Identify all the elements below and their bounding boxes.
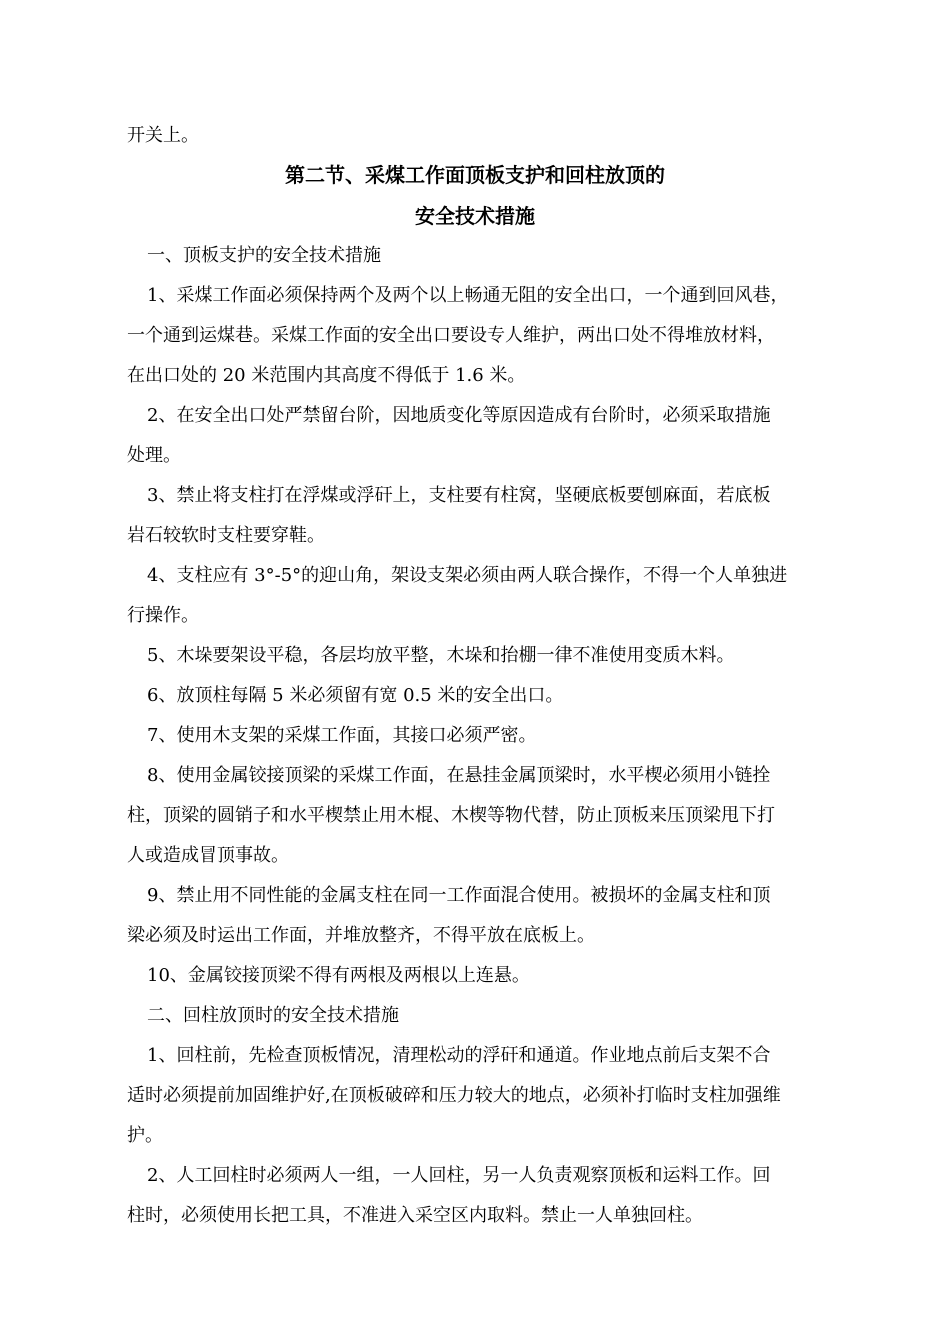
- withdrawal-item-2-line-1: 2、人工回柱时必须两人一组，一人回柱，另一人负责观察顶板和运料工作。回: [147, 1165, 771, 1186]
- section-title-line-1: 第二节、采煤工作面顶板支护和回柱放顶的: [285, 163, 665, 187]
- withdrawal-item-1-line-2: 适时必须提前加固维护好,在顶板破碎和压力较大的地点，必须补打临时支柱加强维: [127, 1085, 781, 1106]
- withdrawal-item-2-line-2: 柱时，必须使用长把工具，不准进入采空区内取料。禁止一人单独回柱。: [127, 1205, 703, 1226]
- item-8-line-3: 人或造成冒顶事故。: [127, 845, 289, 866]
- item-1-line-1: 1、采煤工作面必须保持两个及两个以上畅通无阻的安全出口，一个通到回风巷，: [147, 285, 789, 306]
- item-2-line-2: 处理。: [127, 445, 181, 466]
- item-1-line-3: 在出口处的 20 米范围内其高度不得低于 1.6 米。: [127, 365, 526, 386]
- section-title-line-2: 安全技术措施: [415, 204, 535, 228]
- item-8-line-1: 8、使用金属铰接顶梁的采煤工作面，在悬挂金属顶梁时，水平楔必须用小链拴: [147, 765, 771, 786]
- subsection-heading-prop-withdrawal: 二、回柱放顶时的安全技术措施: [147, 1005, 399, 1026]
- withdrawal-item-1-line-1: 1、回柱前，先检查顶板情况，清理松动的浮矸和通道。作业地点前后支架不合: [147, 1045, 771, 1066]
- withdrawal-item-1-line-3: 护。: [127, 1125, 163, 1146]
- item-5: 5、木垛要架设平稳，各层均放平整，木垛和抬棚一律不准使用变质木料。: [147, 645, 735, 666]
- item-7: 7、使用木支架的采煤工作面，其接口必须严密。: [147, 725, 537, 746]
- item-8-line-2: 柱，顶梁的圆销子和水平楔禁止用木棍、木楔等物代替，防止顶板来压顶梁甩下打: [127, 805, 775, 826]
- item-4-line-1: 4、支柱应有 3°-5°的迎山角，架设支架必须由两人联合操作，不得一个人单独进: [147, 565, 788, 586]
- item-9-line-1: 9、禁止用不同性能的金属支柱在同一工作面混合使用。被损坏的金属支柱和顶: [147, 885, 771, 906]
- item-1-line-2: 一个通到运煤巷。采煤工作面的安全出口要设专人维护，两出口处不得堆放材料，: [127, 325, 775, 346]
- item-10: 10、金属铰接顶梁不得有两根及两根以上连悬。: [147, 965, 530, 986]
- paragraph-continuation: 开关上。: [127, 125, 199, 146]
- item-3-line-1: 3、禁止将支柱打在浮煤或浮矸上，支柱要有柱窝，坚硬底板要刨麻面，若底板: [147, 485, 771, 506]
- item-4-line-2: 行操作。: [127, 605, 199, 626]
- item-9-line-2: 梁必须及时运出工作面，并堆放整齐，不得平放在底板上。: [127, 925, 595, 946]
- item-6: 6、放顶柱每隔 5 米必须留有宽 0.5 米的安全出口。: [147, 685, 564, 706]
- subsection-heading-roof-support: 一、顶板支护的安全技术措施: [147, 245, 381, 266]
- item-3-line-2: 岩石较软时支柱要穿鞋。: [127, 525, 325, 546]
- item-2-line-1: 2、在安全出口处严禁留台阶，因地质变化等原因造成有台阶时，必须采取措施: [147, 405, 771, 426]
